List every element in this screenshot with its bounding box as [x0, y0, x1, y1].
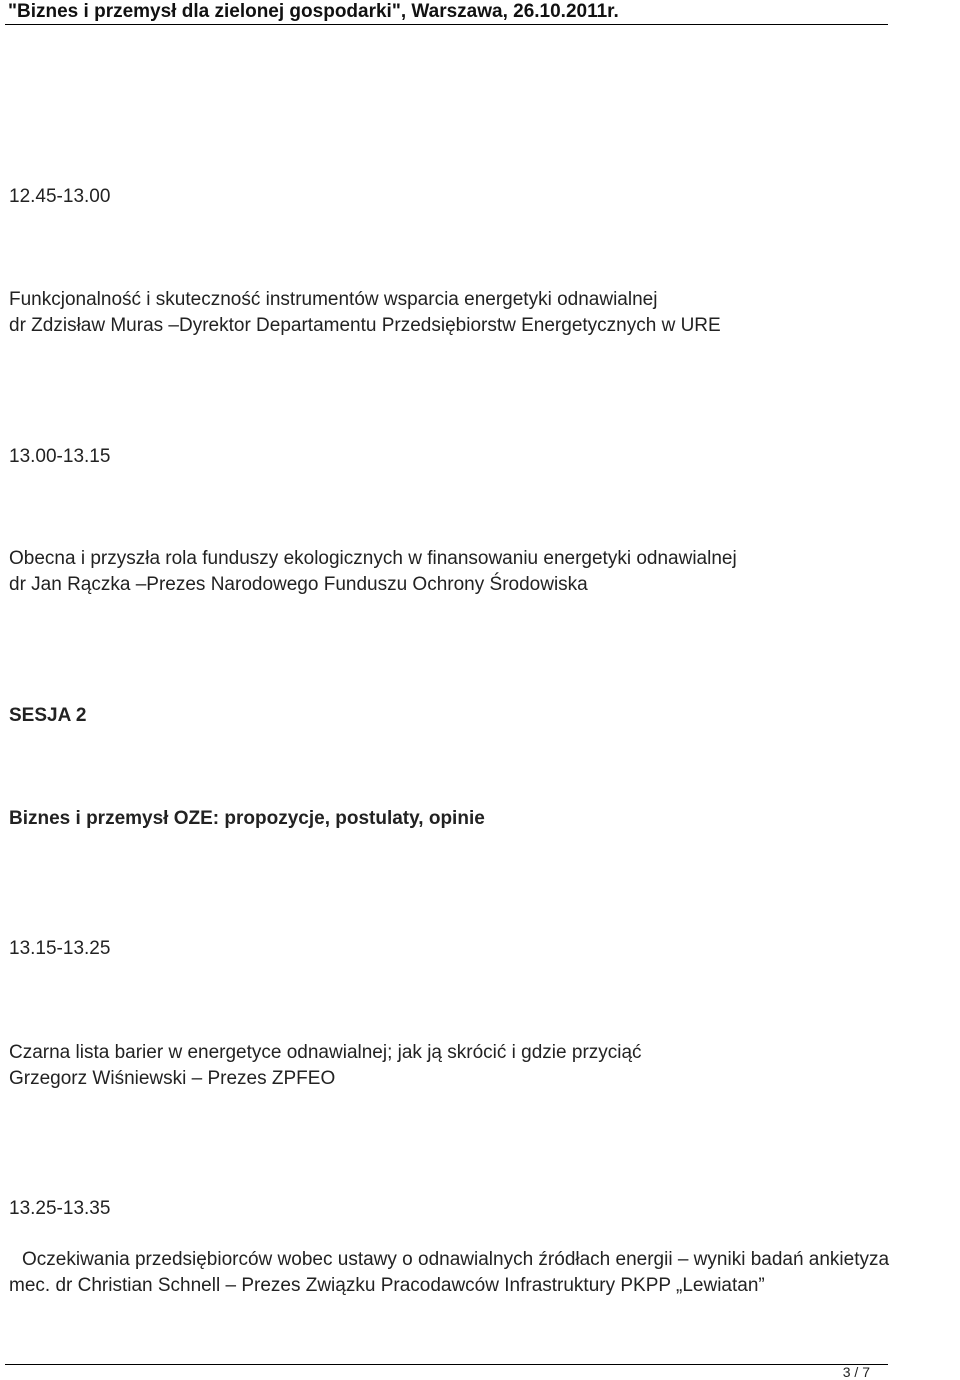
session-label: SESJA 2 — [9, 705, 87, 726]
speaker: Grzegorz Wiśniewski – Prezes ZPFEO — [9, 1068, 336, 1089]
header-divider — [5, 24, 888, 25]
time-slot: 13.25-13.35 — [9, 1198, 111, 1219]
time-slot: 13.00-13.15 — [9, 446, 111, 467]
talk-title: Obecna i przyszła rola funduszy ekologicznych w finansowaniu energetyki odnawialnej — [9, 548, 737, 569]
time-slot: 12.45-13.00 — [9, 186, 111, 207]
speaker: dr Zdzisław Muras –Dyrektor Departamentu Przedsiębiorstw Energetycznych w URE — [9, 315, 721, 336]
talk-title: Czarna lista barier w energetyce odnawialnej; jak ją skrócić i gdzie przyciąć — [9, 1042, 642, 1063]
speaker: mec. dr Christian Schnell – Prezes Związku Pracodawców Infrastruktury PKPP „Lewiatan” — [9, 1275, 765, 1296]
time-slot: 13.15-13.25 — [9, 938, 111, 959]
header-title: "Biznes i przemysł dla zielonej gospodarki", Warszawa, 26.10.2011r. — [8, 1, 619, 22]
speaker: dr Jan Rączka –Prezes Narodowego Funduszu Ochrony Środowiska — [9, 574, 588, 595]
footer-divider — [5, 1364, 888, 1365]
talk-title: Funkcjonalność i skuteczność instrumentów wsparcia energetyki odnawialnej — [9, 289, 658, 310]
session-title: Biznes i przemysł OZE: propozycje, postulaty, opinie — [9, 808, 485, 829]
talk-title: Oczekiwania przedsiębiorców wobec ustawy o odnawialnych źródłach energii – wyniki badań ankietyza — [22, 1249, 890, 1270]
page-number: 3 / 7 — [842, 1364, 870, 1380]
